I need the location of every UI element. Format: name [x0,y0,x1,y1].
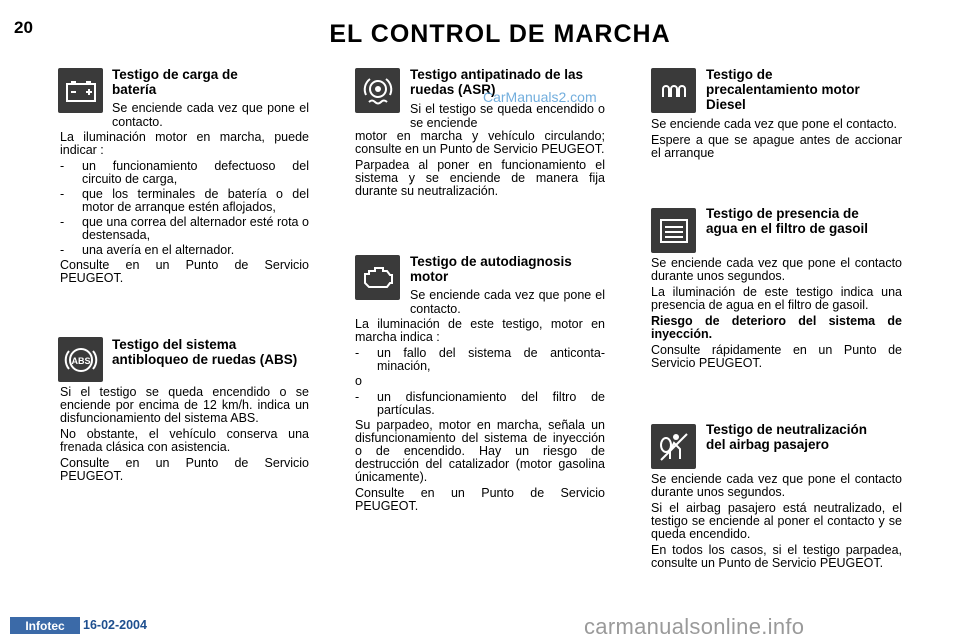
battery-outro: Consulte en un Punto de Servicio PEUGEOT. [60,258,309,285]
list-item: - que una correa del alternador esté rota o destensada, [60,215,309,242]
abs-paragraph: Consulte en un Punto de Servicio PEUGEOT. [60,456,309,483]
watermark-top: CarManuals2.com [483,89,597,105]
diag-or: o [355,374,362,388]
water-body [651,257,902,373]
diag-body [355,318,605,516]
water-paragraph: Se enciende cada vez que pone el contacto durante unos segundos. [651,256,902,283]
page-number: 20 [14,18,33,37]
list-item: - que los terminales de batería o del motor de arranque estén aflojados, [60,187,309,214]
abs-paragraph: No obstante, el vehículo conserva una frenada clásica con asistencia. [60,427,309,454]
footer-date: 16-02-2004 [83,618,147,632]
abs-paragraph: Si el testigo se queda encendido o se enciende por encima de 12 km/h. indica un disfuncionamiento del sistema ABS. [60,385,309,425]
airbag-title: Testigo de neutralización del airbag pasajero [706,422,868,452]
list-item: - un disfuncionamiento del filtro de partículas. [355,390,605,417]
diag-title: Testigo de autodiagnosis motor [410,254,572,284]
airbag-paragraph: En todos los casos, si el testigo parpadea, consulte un Punto de Servicio PEUGEOT. [651,543,902,570]
asr-paragraph: motor en marcha y vehículo circulando; consulte en un Punto de Servicio PEUGEOT. [355,129,605,156]
list-item: - un fallo del sistema de anticonta-minación, [355,346,605,373]
water-paragraph: La iluminación de este testigo indica una presencia de agua en el filtro de gasoil. [651,285,902,312]
abs-body [60,386,309,486]
asr-body [355,130,605,201]
asr-title: Testigo antipatinado de las ruedas (ASR) [410,67,584,97]
list-item: - una avería en el alternador. [60,243,235,257]
list-item: - un funcionamiento defectuoso del circuito de carga, [60,159,309,186]
asr-paragraph: Parpadea al poner en funcionamiento el sistema y se enciende de manera fija durante su neutralización. [355,158,605,198]
water-in-fuel-icon [651,208,696,253]
diag-paragraph: Consulte en un Punto de Servicio PEUGEOT. [355,486,605,513]
page-title: EL CONTROL DE MARCHA [329,20,671,48]
preheat-title: Testigo de precalentamiento motor Diesel [706,67,860,112]
battery-body [60,131,309,288]
preheat-body [651,118,902,163]
diag-intro: La iluminación de este testigo, motor en marcha indica : [355,317,605,344]
preheat-paragraph: Espere a que se apague antes de accionar el arranque [651,133,902,160]
airbag-off-icon [651,424,696,469]
watermark-bottom: carmanualsonline.info [584,614,805,639]
footer-brand: Infotec [10,617,80,634]
glow-plug-icon [651,68,696,113]
engine-icon [355,255,400,300]
water-outro: Consulte rápidamente en un Punto de Servicio PEUGEOT. [651,343,902,370]
diag-paragraph: Su parpadeo, motor en marcha, señala un disfuncionamiento del sistema de inyección o de encendido. Hay un riesgo de destrucción del catalizador (motor gasolina únicamente). [355,418,605,484]
battery-title: Testigo de carga de batería [112,67,238,97]
water-title: Testigo de presencia de agua en el filtro de gasoil [706,206,869,236]
battery-intro: La iluminación motor en marcha, puede indicar : [60,130,309,157]
airbag-body [651,473,902,573]
diag-subtitle: Se enciende cada vez que pone el contacto. [410,288,605,316]
battery-icon [58,68,103,113]
asr-subtitle: Si el testigo se queda encendido o se enciende [410,102,605,130]
asr-icon [355,68,400,113]
airbag-paragraph: Si el airbag pasajero está neutralizado, el testigo se enciende al poner el contacto y se queda encendido. [651,501,902,541]
water-warning: Riesgo de deterioro del sistema de inyección. [651,314,902,341]
battery-subtitle: Se enciende cada vez que pone el contacto. [112,101,309,129]
airbag-paragraph: Se enciende cada vez que pone el contacto durante unos segundos. [651,472,902,499]
abs-title: Testigo del sistema antibloqueo de ruedas (ABS) [112,337,298,367]
svg-text:ABS: ABS [70,355,91,366]
preheat-paragraph: Se enciende cada vez que pone el contacto. [651,117,898,131]
abs-icon [58,337,103,382]
